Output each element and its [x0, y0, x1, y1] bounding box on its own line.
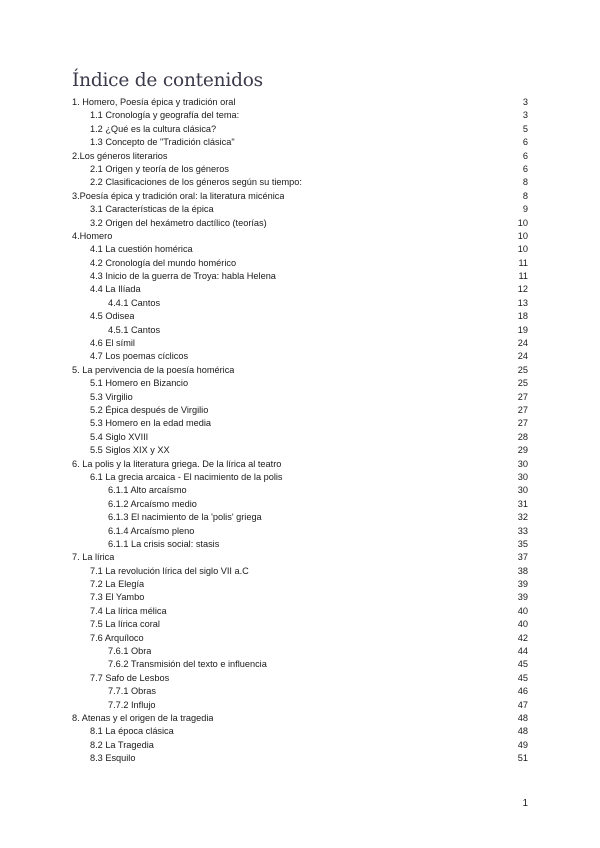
toc-entry[interactable] [72, 391, 528, 404]
toc-entry-page: 6 [522, 137, 528, 148]
toc-entry-page: 27 [517, 391, 528, 402]
toc-entry-label: 7.4 La lírica mélica [90, 605, 167, 616]
toc-entry-label: 4.3 Inicio de la guerra de Troya: habla Helena [90, 271, 276, 282]
toc-entry[interactable] [72, 725, 528, 738]
toc-entry[interactable] [72, 431, 528, 444]
toc-entry-label: 7.7.2 Influjo [108, 699, 156, 710]
toc-entry-label: 6. La polis y la literatura griega. De la lírica al teatro [72, 458, 282, 469]
toc-entry-label: 7.5 La lírica coral [90, 619, 160, 630]
toc-entry-label: 5. La pervivencia de la poesía homérica [72, 364, 235, 375]
toc-entry-page: 46 [517, 686, 528, 697]
toc-entry-page: 31 [517, 498, 528, 509]
toc-entry-label: 4.6 El símil [90, 338, 135, 349]
toc-entry[interactable] [72, 672, 528, 685]
toc-entry-page: 45 [517, 659, 528, 670]
toc-entry-page: 48 [517, 726, 528, 737]
toc-entry-label: 1.3 Concepto de "Tradición clásica" [90, 137, 235, 148]
toc-entry[interactable] [72, 498, 528, 511]
toc-entry[interactable] [72, 136, 528, 149]
toc-entry-label: 5.2 Épica después de Virgilio [90, 404, 209, 415]
toc-entry-page: 37 [517, 552, 528, 563]
table-of-contents [72, 96, 528, 766]
toc-entry-label: 1. Homero, Poesía épica y tradición oral [72, 97, 236, 107]
toc-entry-label: 4.4 La Ilíada [90, 284, 141, 295]
toc-entry[interactable] [72, 551, 528, 564]
toc-entry[interactable] [72, 739, 528, 752]
toc-entry-label: 4.5 Odisea [90, 311, 135, 322]
toc-entry-page: 27 [517, 404, 528, 415]
toc-entry[interactable] [72, 538, 528, 551]
toc-entry-label: 5.3 Virgilio [90, 391, 133, 402]
toc-entry-label: 5.1 Homero en Bizancio [90, 378, 189, 389]
toc-entry-page: 40 [517, 605, 528, 616]
toc-entry[interactable] [72, 297, 528, 310]
toc-entry-label: 5.4 Siglo XVIII [90, 431, 149, 442]
toc-entry-label: 4.5.1 Cantos [108, 324, 161, 335]
toc-entry-label: 4.1 La cuestión homérica [90, 244, 193, 255]
toc-entry-page: 30 [517, 471, 528, 482]
toc-entry-page: 5 [522, 123, 528, 134]
toc-entry-label: 6.1.1 La crisis social: stasis [108, 538, 220, 549]
toc-entry-page: 48 [517, 712, 528, 723]
toc-entry-page: 39 [517, 592, 528, 603]
toc-entry-label: 1.1 Cronología y geografía del tema: [90, 110, 240, 121]
toc-entry-page: 10 [517, 244, 528, 255]
toc-entry-page: 24 [517, 338, 528, 349]
toc-entry-label: 8.2 La Tragedia [90, 739, 154, 750]
toc-entry[interactable] [72, 150, 528, 163]
toc-entry[interactable] [72, 578, 528, 591]
toc-entry[interactable] [72, 377, 528, 390]
toc-entry-label: 7.6.2 Transmisión del texto e influencia [108, 659, 267, 670]
toc-entry[interactable] [72, 350, 528, 363]
toc-entry[interactable] [72, 310, 528, 323]
toc-entry-label: 6.1.3 El nacimiento de la 'polis' griega [108, 512, 262, 523]
toc-entry-page: 11 [518, 257, 528, 268]
toc-entry[interactable] [72, 324, 528, 337]
toc-entry-label: 7.6.1 Obra [108, 646, 152, 657]
toc-entry[interactable] [72, 712, 528, 725]
toc-entry-label: 6.1.1 Alto arcaísmo [108, 485, 187, 496]
toc-entry[interactable] [72, 270, 528, 283]
toc-entry-page: 39 [517, 579, 528, 590]
toc-entry-page: 12 [517, 284, 528, 295]
toc-entry-label: 5.5 Siglos XIX y XX [90, 445, 170, 456]
toc-entry[interactable] [72, 484, 528, 497]
toc-entry-label: 4.7 Los poemas cíclicos [90, 351, 189, 362]
toc-entry-page: 30 [517, 458, 528, 469]
toc-entry-label: 7.7 Safo de Lesbos [90, 672, 170, 683]
toc-entry-page: 9 [522, 204, 528, 215]
toc-entry[interactable] [72, 525, 528, 538]
toc-entry-page: 24 [517, 351, 528, 362]
toc-entry[interactable] [72, 230, 528, 243]
toc-entry-label: 1.2 ¿Qué es la cultura clásica? [90, 123, 217, 134]
toc-entry[interactable] [72, 752, 528, 765]
toc-entry[interactable] [72, 404, 528, 417]
toc-entry-label: 7.2 La Elegía [90, 579, 145, 590]
toc-entry-page: 40 [517, 619, 528, 630]
toc-entry[interactable] [72, 511, 528, 524]
toc-entry[interactable] [72, 257, 528, 270]
toc-entry-page: 25 [517, 378, 528, 389]
toc-entry[interactable] [72, 591, 528, 604]
toc-entry-label: 3.2 Origen del hexámetro dactílico (teorías) [90, 217, 267, 228]
toc-entry-page: 6 [522, 150, 528, 161]
toc-entry-page: 30 [517, 485, 528, 496]
toc-entry[interactable] [72, 605, 528, 618]
toc-entry[interactable] [72, 658, 528, 671]
toc-entry-page: 29 [517, 445, 528, 456]
toc-entry-label: 2.1 Origen y teoría de los géneros [90, 163, 229, 174]
toc-entry-page: 44 [517, 646, 528, 657]
toc-entry[interactable] [72, 632, 528, 645]
toc-entry-label: 7.7.1 Obras [108, 686, 157, 697]
toc-entry-label: 8.3 Esquilo [90, 753, 136, 764]
toc-entry-page: 10 [517, 217, 528, 228]
toc-entry-page: 25 [517, 364, 528, 375]
toc-entry[interactable] [72, 645, 528, 658]
toc-entry-page: 32 [517, 512, 528, 523]
toc-entry-label: 6.1 La grecia arcaica - El nacimiento de la polis [90, 471, 283, 482]
toc-entry-page: 27 [517, 418, 528, 429]
toc-entry[interactable] [72, 618, 528, 631]
toc-entry-page: 3 [522, 97, 528, 107]
toc-entry[interactable] [72, 283, 528, 296]
toc-entry-label: 2.Los géneros literarios [72, 150, 168, 161]
toc-entry[interactable] [72, 444, 528, 457]
toc-entry-label: 8. Atenas y el origen de la tragedia [72, 712, 214, 723]
toc-entry[interactable] [72, 364, 528, 377]
toc-entry-label: 7.6 Arquíloco [90, 632, 144, 643]
toc-entry-label: 6.1.4 Arcaísmo pleno [108, 525, 195, 536]
toc-entry-page: 6 [522, 163, 528, 174]
toc-entry-label: 7. La lírica [72, 552, 115, 563]
toc-entry-label: 3.Poesía épica y tradición oral: la literatura micénica [72, 190, 285, 201]
toc-entry[interactable] [72, 176, 528, 189]
toc-entry-page: 28 [517, 431, 528, 442]
toc-entry[interactable] [72, 417, 528, 430]
toc-entry-page: 35 [517, 538, 528, 549]
toc-entry[interactable] [72, 217, 528, 230]
page-title: Índice de contenidos [72, 70, 263, 91]
toc-entry-page: 8 [522, 190, 528, 201]
toc-entry[interactable] [72, 699, 528, 712]
toc-entry-label: 8.1 La época clásica [90, 726, 174, 737]
toc-entry-page: 47 [517, 699, 528, 710]
toc-entry[interactable] [72, 685, 528, 698]
toc-entry[interactable] [72, 203, 528, 216]
toc-entry-page: 45 [517, 672, 528, 683]
toc-entry-page: 51 [517, 753, 528, 764]
toc-entry-label: 3.1 Características de la épica [90, 204, 214, 215]
toc-entry-label: 7.1 La revolución lírica del siglo VII a.C [90, 565, 249, 576]
toc-entry[interactable] [72, 337, 528, 350]
toc-entry-label: 6.1.2 Arcaísmo medio [108, 498, 197, 509]
toc-entry-label: 5.3 Homero en la edad media [90, 418, 212, 429]
page-number: 1 [522, 798, 528, 809]
toc-entry[interactable] [72, 190, 528, 203]
toc-entry-page: 18 [517, 311, 528, 322]
toc-entry[interactable] [72, 243, 528, 256]
toc-entry-label: 4.4.1 Cantos [108, 297, 161, 308]
toc-entry[interactable] [72, 123, 528, 136]
toc-entry[interactable] [72, 458, 528, 471]
toc-entry-label: 2.2 Clasificaciones de los géneros según su tiempo: [90, 177, 302, 188]
toc-entry-page: 19 [517, 324, 528, 335]
toc-entry[interactable] [72, 471, 528, 484]
toc-entry-page: 10 [517, 230, 528, 241]
toc-entry-page: 11 [518, 271, 528, 282]
toc-entry-page: 3 [522, 110, 528, 121]
toc-entry-page: 38 [517, 565, 528, 576]
toc-entry-label: 4.2 Cronología del mundo homérico [90, 257, 237, 268]
toc-entry-label: 7.3 El Yambo [90, 592, 145, 603]
toc-entry-page: 49 [517, 739, 528, 750]
toc-entry-page: 8 [522, 177, 528, 188]
toc-entry[interactable] [72, 109, 528, 122]
toc-entry[interactable] [72, 163, 528, 176]
toc-entry[interactable] [72, 96, 528, 109]
toc-entry-page: 42 [517, 632, 528, 643]
toc-entry[interactable] [72, 565, 528, 578]
toc-entry-label: 4.Homero [72, 230, 113, 241]
toc-entry-page: 13 [517, 297, 528, 308]
toc-entry-page: 33 [517, 525, 528, 536]
